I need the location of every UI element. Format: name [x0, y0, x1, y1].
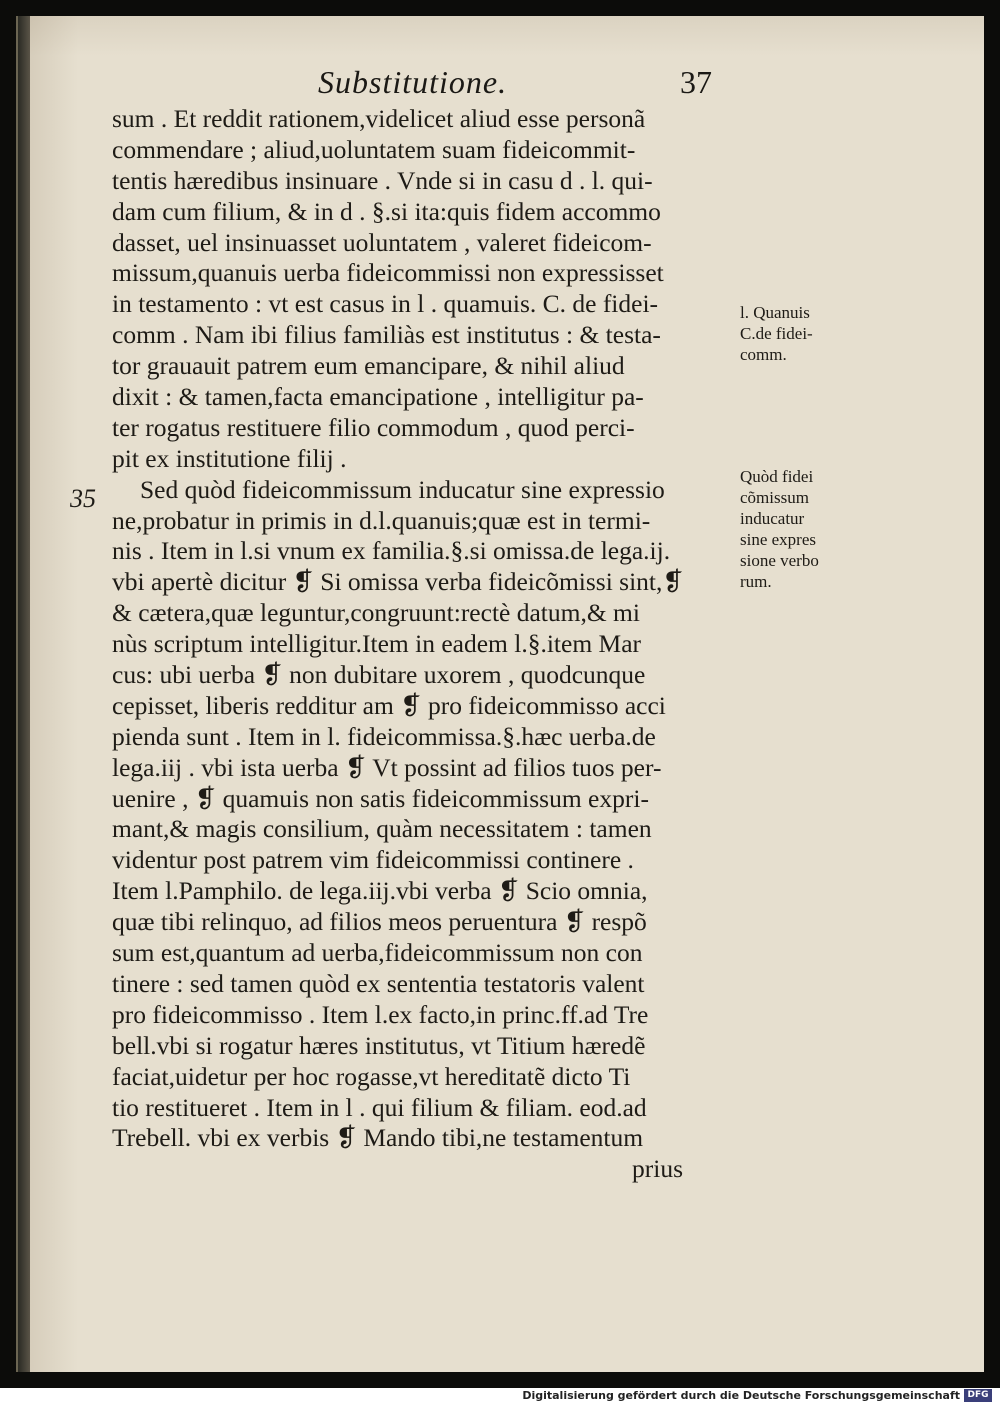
text-line: cepisset, liberis redditur am ❡ pro fideicommisso acci — [112, 690, 666, 720]
marginal-note-line: cõmissum — [740, 488, 809, 507]
text-line: nis . Item in l.si vnum ex familia.§.si omissa.de lega.ij. — [112, 536, 671, 566]
text-line: pienda sunt . Item in l. fideicommissa.§.hæc uerba.de — [112, 721, 656, 751]
marginal-note-line: sione verbo — [740, 551, 819, 570]
section-number: 35 — [70, 484, 96, 513]
text-line: pro fideicommisso . Item l.ex facto,in princ.ff.ad Tre — [112, 999, 649, 1029]
text-line: sum . Et reddit rationem,videlicet aliud esse personã — [112, 104, 646, 133]
marginal-note — [740, 302, 850, 365]
text-line: uenire , ❡ quamuis non satis fideicommissum expri- — [112, 783, 649, 813]
text-line: comm . Nam ibi filius familiàs est institutus : & testa- — [112, 320, 661, 350]
text-line: videntur post patrem vim fideicommissi continere . — [112, 845, 634, 875]
text-line: tinere : sed tamen quòd ex sententia testatoris valent — [112, 968, 645, 998]
text-line: dixit : & tamen,facta emancipatione , intelligitur pa- — [112, 382, 644, 412]
text-line: Item l.Pamphilo. de lega.iij.vbi verba ❡ Scio omnia, — [112, 876, 648, 906]
text-line: tor grauauit patrem eum emancipare, & nihil aliud — [112, 351, 625, 381]
text-line: tio restitueret . Item in l . qui filium & filiam. eod.ad — [112, 1092, 647, 1122]
text-line: ne,probatur in primis in d.l.quanuis;quæ est in termi- — [112, 505, 651, 535]
marginal-note-line: C.de fidei- — [740, 324, 813, 343]
marginal-note — [740, 466, 850, 592]
text-line: faciat,uidetur per hoc rogasse,vt hereditatẽ dicto Ti — [112, 1061, 631, 1091]
catchword: prius — [632, 1154, 683, 1184]
text-line: dasset, uel insinuasset uoluntatem , valeret fideicom- — [112, 227, 652, 257]
text-line: quæ tibi relinquo, ad filios meos peruentura ❡ respõ — [112, 907, 647, 937]
text-line: vbi apertè dicitur ❡ Si omissa verba fideicõmissi sint,❡ — [112, 567, 684, 597]
text-line: pit ex institutione filij . — [112, 443, 347, 473]
dfg-logo: DFG — [964, 1389, 992, 1402]
text-line: bell.vbi si rogatur hæres institutus, vt Titium hæredẽ — [112, 1030, 646, 1060]
running-head: Substitutione. — [318, 64, 508, 100]
text-line: Trebell. vbi ex verbis ❡ Mando tibi,ne testamentum — [112, 1123, 644, 1153]
text-line: mant,& magis consilium, quàm necessitatem : tamen — [112, 814, 652, 844]
marginal-note-line: comm. — [740, 345, 787, 364]
marginal-note-line: sine expres — [740, 530, 817, 549]
text-line: cus: ubi uerba ❡ non dubitare uxorem , quodcunque — [112, 660, 646, 690]
text-line: & cætera,quæ leguntur,congruunt:rectè datum,& mi — [112, 598, 640, 628]
text-line: ter rogatus restituere filio commodum , quod perci- — [112, 412, 635, 442]
text-line: commendare ; aliud,uoluntatem suam fideicommit- — [112, 134, 636, 164]
text-line: dam cum filium, & in d . §.si ita:quis fidem accommo — [112, 196, 661, 226]
text-line: Sed quòd fideicommissum inducatur sine expressio — [140, 474, 665, 504]
text-line: tentis hæredibus insinuare . Vnde si in casu d . l. qui- — [112, 165, 653, 195]
body-text — [112, 104, 742, 1214]
marginal-note-line: Quòd fidei — [740, 467, 814, 486]
text-line: nùs scriptum intelligitur.Item in eadem l.§.item Mar — [112, 629, 642, 659]
funding-credit: Digitalisierung gefördert durch die Deutsche Forschungsgemeinschaft — [522, 1389, 960, 1402]
text-line: in testamento : vt est casus in l . quamuis. C. de fidei- — [112, 289, 659, 319]
marginal-note-line: inducatur — [740, 509, 805, 528]
text-line: lega.iij . vbi ista uerba ❡ Vt possint ad filios tuos per- — [112, 752, 662, 782]
marginal-note-line: l. Quanuis — [740, 303, 810, 322]
page-gutter — [18, 16, 30, 1372]
text-line: sum est,quantum ad uerba,fideicommissum non con — [112, 938, 643, 968]
text-line: missum,quanuis uerba fideicommissi non expressisset — [112, 258, 664, 288]
page-number: 37 — [680, 64, 712, 100]
marginal-note-line: rum. — [740, 572, 772, 591]
